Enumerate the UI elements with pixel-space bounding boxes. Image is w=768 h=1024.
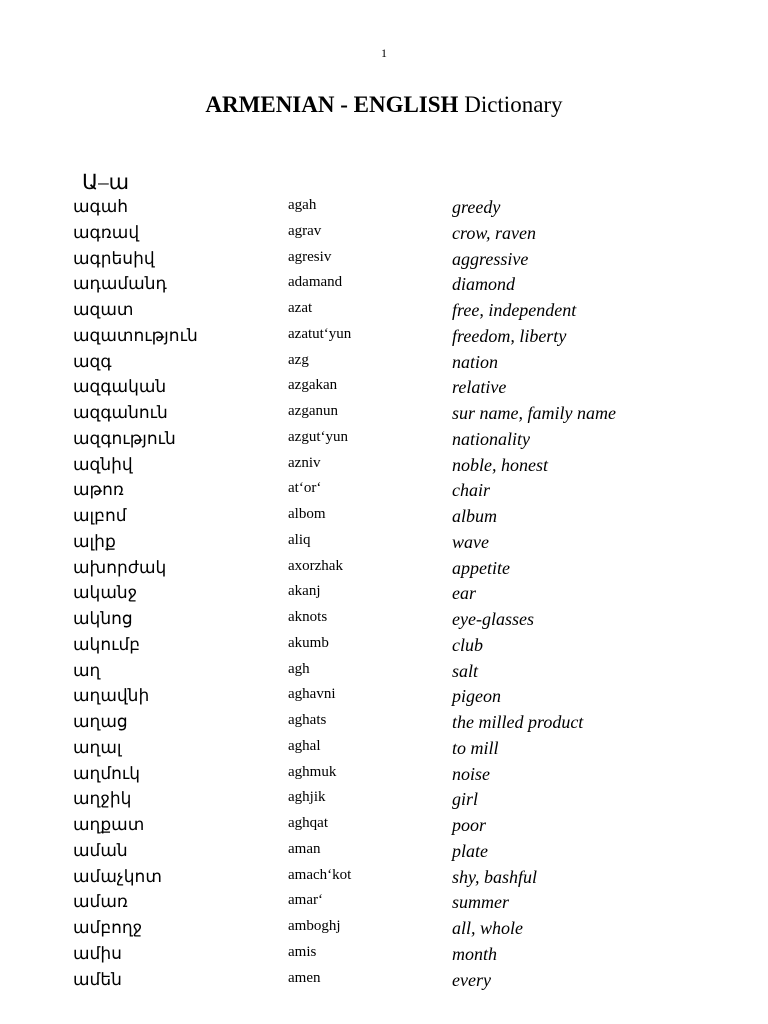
dictionary-entry bbox=[0, 351, 768, 377]
transliteration: at‘or‘ bbox=[288, 480, 322, 497]
transliteration: agrav bbox=[288, 222, 322, 239]
armenian-word: ականջ bbox=[73, 583, 138, 603]
transliteration: azgakan bbox=[288, 377, 338, 394]
english-translation: nation bbox=[452, 351, 499, 372]
english-translation: relative bbox=[452, 377, 507, 398]
english-translation: wave bbox=[452, 531, 489, 552]
armenian-word: ազատություն bbox=[73, 325, 198, 345]
dictionary-entry bbox=[0, 608, 768, 634]
english-translation: crow, raven bbox=[452, 222, 536, 243]
english-translation: club bbox=[452, 634, 483, 655]
transliteration: amis bbox=[288, 943, 317, 960]
armenian-word: ազնիվ bbox=[73, 454, 133, 474]
transliteration: azg bbox=[288, 351, 309, 368]
dictionary-entry bbox=[0, 248, 768, 274]
english-translation: sur name, family name bbox=[452, 403, 616, 423]
transliteration: aknots bbox=[288, 609, 328, 625]
english-translation: nationality bbox=[452, 428, 530, 449]
english-translation: noise bbox=[452, 763, 490, 784]
armenian-word: ադամանդ bbox=[73, 274, 167, 294]
english-translation: poor bbox=[452, 815, 487, 835]
armenian-word: ագրեսիվ bbox=[73, 248, 155, 268]
english-translation: the milled product bbox=[452, 712, 584, 732]
dictionary-entries bbox=[0, 196, 768, 994]
english-translation: girl bbox=[452, 789, 479, 810]
armenian-word: ամեն bbox=[73, 969, 122, 989]
armenian-word: աղաց bbox=[73, 712, 128, 731]
transliteration: adamand bbox=[288, 274, 343, 291]
english-translation: all, whole bbox=[452, 918, 523, 938]
armenian-word: ակումբ bbox=[73, 634, 141, 654]
dictionary-entry bbox=[0, 325, 768, 351]
english-translation: diamond bbox=[452, 274, 515, 295]
transliteration: aliq bbox=[288, 531, 311, 548]
dictionary-entry bbox=[0, 891, 768, 917]
dictionary-entry bbox=[0, 196, 768, 222]
english-translation: month bbox=[452, 943, 497, 964]
armenian-word: աղմուկ bbox=[73, 763, 141, 783]
armenian-word: աղջիկ bbox=[73, 789, 132, 809]
dictionary-entry bbox=[0, 763, 768, 789]
dictionary-entry bbox=[0, 428, 768, 454]
dictionary-entry bbox=[0, 685, 768, 711]
transliteration: amen bbox=[288, 969, 321, 986]
armenian-word: ալիք bbox=[73, 531, 116, 551]
armenian-word: ագռավ bbox=[73, 222, 140, 242]
dictionary-entry bbox=[0, 866, 768, 892]
dictionary-entry bbox=[0, 557, 768, 583]
armenian-word: ազգություն bbox=[73, 428, 176, 448]
dictionary-entry bbox=[0, 582, 768, 608]
armenian-word: ազգանուն bbox=[73, 403, 168, 422]
armenian-word: աղքատ bbox=[73, 815, 145, 834]
page-title-bold: ARMENIAN - ENGLISH bbox=[205, 92, 459, 117]
dictionary-entry bbox=[0, 299, 768, 325]
transliteration: azniv bbox=[288, 454, 321, 471]
dictionary-entry bbox=[0, 376, 768, 402]
transliteration: aghqat bbox=[288, 815, 328, 831]
page-number: 1 bbox=[381, 46, 387, 60]
english-translation: summer bbox=[452, 892, 509, 913]
transliteration: aghavni bbox=[288, 686, 336, 703]
transliteration: agah bbox=[288, 197, 317, 213]
section-letter-header: Ա–ա bbox=[82, 170, 130, 194]
dictionary-entry bbox=[0, 505, 768, 531]
page-title bbox=[0, 92, 768, 118]
transliteration: aghal bbox=[288, 737, 321, 754]
dictionary-entry bbox=[0, 840, 768, 866]
transliteration: azganun bbox=[288, 403, 338, 419]
armenian-word: ամառ bbox=[73, 892, 128, 912]
armenian-word: ազատ bbox=[73, 300, 134, 319]
dictionary-entry bbox=[0, 943, 768, 969]
page-title-rest: Dictionary bbox=[458, 92, 563, 117]
armenian-word: ազգական bbox=[73, 377, 167, 397]
dictionary-entry bbox=[0, 711, 768, 737]
transliteration: akanj bbox=[288, 583, 321, 600]
english-translation: appetite bbox=[452, 557, 510, 578]
armenian-word: ամիս bbox=[73, 943, 122, 963]
transliteration: agh bbox=[288, 660, 310, 677]
dictionary-entry bbox=[0, 814, 768, 840]
dictionary-entry bbox=[0, 737, 768, 763]
transliteration: aghmuk bbox=[288, 763, 337, 780]
transliteration: amar‘ bbox=[288, 892, 323, 909]
dictionary-entry bbox=[0, 634, 768, 660]
transliteration: amboghj bbox=[288, 918, 341, 934]
armenian-word: աղալ bbox=[73, 737, 122, 757]
dictionary-entry bbox=[0, 273, 768, 299]
armenian-word: ագահ bbox=[73, 197, 129, 216]
dictionary-entry bbox=[0, 660, 768, 686]
english-translation: ear bbox=[452, 583, 476, 604]
armenian-word: ազգ bbox=[73, 351, 112, 371]
dictionary-entry bbox=[0, 788, 768, 814]
transliteration: amach‘kot bbox=[288, 866, 352, 883]
transliteration: agresiv bbox=[288, 248, 332, 265]
armenian-word: աղ bbox=[73, 660, 101, 680]
dictionary-entry bbox=[0, 222, 768, 248]
english-translation: greedy bbox=[452, 197, 501, 217]
transliteration: aghats bbox=[288, 712, 327, 728]
dictionary-entry bbox=[0, 969, 768, 995]
english-translation: album bbox=[452, 506, 497, 526]
english-translation: aggressive bbox=[452, 248, 529, 269]
english-translation: every bbox=[452, 969, 491, 990]
armenian-word: աղավնի bbox=[73, 686, 150, 706]
english-translation: eye-glasses bbox=[452, 609, 534, 629]
transliteration: azatut‘yun bbox=[288, 325, 352, 342]
english-translation: plate bbox=[452, 840, 488, 861]
transliteration: azat bbox=[288, 300, 313, 316]
english-translation: noble, honest bbox=[452, 454, 548, 475]
transliteration: akumb bbox=[288, 634, 329, 651]
armenian-word: ակնոց bbox=[73, 609, 133, 628]
english-translation: freedom, liberty bbox=[452, 325, 567, 346]
english-translation: salt bbox=[452, 660, 479, 681]
english-translation: pigeon bbox=[452, 686, 501, 707]
armenian-word: ամաչկոտ bbox=[73, 866, 162, 886]
transliteration: axorzhak bbox=[288, 557, 343, 574]
dictionary-entry bbox=[0, 479, 768, 505]
transliteration: aman bbox=[288, 840, 321, 857]
dictionary-entry bbox=[0, 402, 768, 428]
armenian-word: աթոռ bbox=[73, 480, 124, 500]
dictionary-entry bbox=[0, 454, 768, 480]
armenian-word: ամբողջ bbox=[73, 918, 143, 937]
transliteration: azgut‘yun bbox=[288, 428, 348, 445]
armenian-word: ախորժակ bbox=[73, 557, 167, 577]
armenian-word: ալբոմ bbox=[73, 506, 127, 525]
english-translation: chair bbox=[452, 480, 490, 501]
dictionary-entry bbox=[0, 917, 768, 943]
transliteration: aghjik bbox=[288, 789, 326, 806]
dictionary-entry bbox=[0, 531, 768, 557]
english-translation: free, independent bbox=[452, 300, 577, 320]
transliteration: albom bbox=[288, 506, 326, 522]
english-translation: shy, bashful bbox=[452, 866, 538, 887]
english-translation: to mill bbox=[452, 737, 499, 758]
armenian-word: աման bbox=[73, 840, 128, 860]
